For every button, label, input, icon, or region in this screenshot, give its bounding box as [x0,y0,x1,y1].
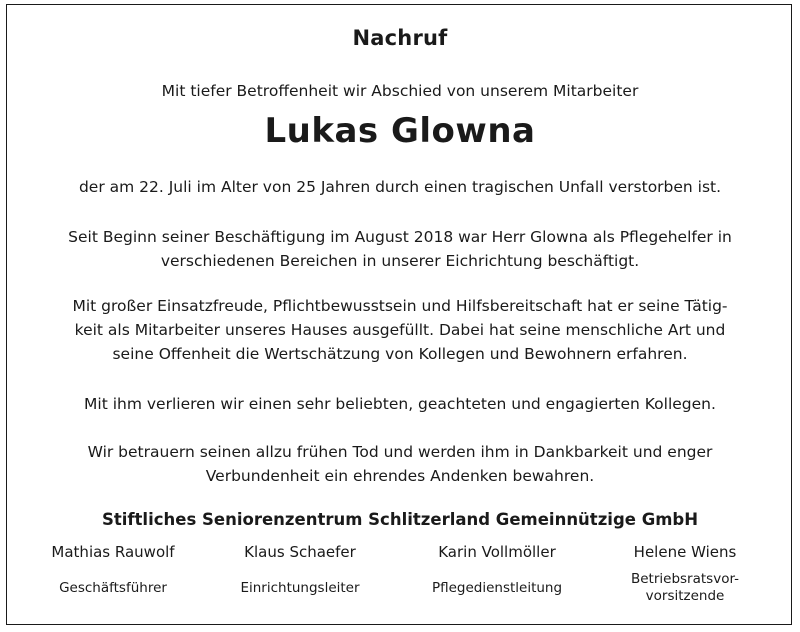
paragraph-line: seine Offenheit die Wertschätzung von Kollegen und Bewohnern erfahren. [112,345,688,363]
paragraph-line: keit als Mitarbeiter unseres Hauses ausgefüllt. Dabei hat seine menschliche Art und [74,321,726,339]
signatory-role [412,580,582,597]
intro-text: Mit tiefer Betroffenheit wir Abschied von unserem Mitarbeiter [161,82,639,100]
signatory-role-line: Betriebsratsvor- [630,571,740,587]
paragraph-line: Mit ihm verlieren wir einen sehr beliebten, geachteten und engagierten Kollegen. [84,395,716,413]
signatory-name: Klaus Schaefer [244,543,356,561]
notice-title: Nachruf [352,26,448,50]
paragraph-1 [0,175,800,199]
paragraph-line: Wir betrauern seinen allzu frühen Tod und werden ihm in Dankbarkeit und enger [87,443,713,461]
deceased-name: Lukas Glowna [264,111,536,151]
signatory-role [38,580,188,597]
paragraph-4 [0,392,800,416]
paragraph-5 [0,440,800,488]
paragraph-3 [0,294,800,366]
signatory-name: Mathias Rauwolf [51,543,175,561]
signatory-name: Karin Vollmöller [438,543,556,561]
signatory-role [220,580,380,597]
paragraph-line: der am 22. Juli im Alter von 25 Jahren durch einen tragischen Unfall verstorben ist. [78,178,722,196]
signatory-name: Helene Wiens [633,543,737,561]
paragraph-line: Verbundenheit ein ehrendes Andenken bewahren. [205,467,595,485]
organization-name: Stiftliches Seniorenzentrum Schlitzerland Gemeinnützige GmbH [101,510,699,529]
signatory-role-line: Einrichtungsleiter [240,580,360,596]
signatory-role-line: vorsitzende [645,588,725,604]
paragraph-2 [0,225,800,273]
signatory-role [600,571,770,605]
paragraph-line: verschiedenen Bereichen in unserer Eichrichtung beschäftigt. [160,252,640,270]
paragraph-line: Seit Beginn seiner Beschäftigung im August 2018 war Herr Glowna als Pflegehelfer in [68,228,732,246]
paragraph-line: Mit großer Einsatzfreude, Pflichtbewusstsein und Hilfsbereitschaft hat er seine Tätig- [72,297,728,315]
signatory-role-line: Pflegedienstleitung [431,580,563,596]
signatory-role-line: Geschäftsführer [59,580,167,596]
